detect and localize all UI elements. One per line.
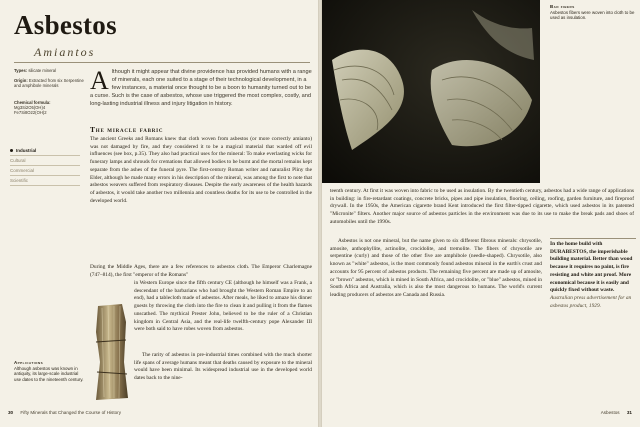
nav-scientific-label: Scientific (10, 178, 29, 183)
page-subtitle: Amiantos (34, 45, 96, 59)
category-nav (10, 146, 80, 186)
nav-commercial-label: Commercial (10, 168, 35, 173)
fact-formula (14, 100, 84, 116)
drop-cap: A (90, 66, 109, 95)
body-paragraph-1: The ancient Greeks and Romans knew that cloth woven from asbestos (or more correctly amianto) was not damaged by fire, and they considered it to be a magical material that warded off evil influences (see box, p.35). They also had practical uses for the mineral: To make everlasting wicks for funerary lamps and shrouds for cremations that allowed bodies to be burnt and the mortal remains kept separate from the ashes of the funeral pyre. The first-century Roman writer and naturalist Pliny the Elder, although he made many errors in his description of the mineral, was among the first to note that asbestos weavers suffered from respiratory diseases. Despite the early awareness of the health hazards of asbestos, it would take another two millennia and countless deaths for its use to be controlled in the developed world. (90, 136, 312, 204)
body-paragraph-2: in Western Europe since the fifth century CE (although he himself was a Frank, a descendant of the barbarians who had brought the Western Roman Empire to an end), had a tablecloth made of asbestos. After meals, he liked to amaze his dinner guests by throwing the cloth into the fire to clean it and pulling it from the flames unscathed. The mythical Prester John, believed to be the ruler of a Christian kingdom in Central Asia, and the real-life twelfth-century pope Alexander III were both said to have robes woven from asbestos. (134, 280, 312, 333)
formula-1: Mg3Si2O5(OH)4 (14, 105, 46, 111)
quote-source: Australian press advertisement for an asbestos product, 1929. (550, 294, 632, 309)
right-body-paragraph-2: Asbestos is not one mineral, but the name given to six different fibrous minerals: chrysotile, amosite, anthophyllite, actinolite, crocidolite, and tremolite. The fibers of chrysotile are serpentine (curly) and those of the other five are amphibole (needle-shaped). Chrysotile, also known as "white" asbestos, is the most commonly found asbestos mineral in the earth's crust and accounts for 95 percent of asbestos products. The remaining five percent are made up of amosite, or "brown" asbestos, which is mined in South Africa, and crocidolite, or "blue" asbestos, mined in South Africa and Australia, which is also the most dangerous to humans. The world's current leading producers of asbestos are Canada and Russia. (330, 238, 542, 298)
nav-industrial[interactable] (10, 146, 80, 156)
intro-paragraph (90, 68, 312, 108)
bullet-icon (10, 149, 13, 152)
caption-text: Although asbestos was known in antiquity, its large-scale industrial use dates to the nineteenth century. (14, 365, 84, 382)
nav-scientific[interactable] (10, 176, 80, 186)
photo-caption-title: Bad fibers (550, 4, 575, 9)
title-rule (14, 62, 310, 63)
nav-industrial-label: Industrial (16, 148, 37, 153)
left-page-number: 30 (8, 410, 14, 415)
right-body-paragraph-1: teenth century. At first it was woven into fabric to be used as insulation. By the twentieth century, asbestos had a wide range of applications in building: in fire-retardant coatings, concrete bricks, pipes and pipe insulation, flooring, ceiling, roofing, garden furniture, and fireproof drywall. In the 1950s, the American cigarette brand Kent introduced the first filter-tipped cigarette, which used asbestos in its patented "Micronite" filters. Another major source of asbestos particles in the environment was due to its use to make the break pads and shoes of automobiles until the 1990s. (330, 188, 634, 225)
quote-text: In the home build with DURABESTOS, the imperishable building material. Better than wood because it requires no paint, is fire resisting and white ant proof. More economical because it is easily and quickly fixed without waste. (550, 241, 633, 294)
right-footer (601, 410, 632, 415)
fact-origin (14, 78, 84, 88)
right-footer-text: Asbestos (600, 410, 620, 415)
advertisement-quote (550, 238, 636, 310)
photo-caption-text: Asbestos fibers were woven into cloth to be used as insulation. (550, 9, 635, 20)
nav-cultural-label: Cultural (10, 158, 26, 163)
right-page (322, 0, 640, 427)
left-footer-text: Fifty Minerals that Changed the Course of History (20, 410, 122, 415)
nav-cultural[interactable] (10, 156, 80, 166)
right-page-number: 31 (626, 410, 632, 415)
types-label: Types: (14, 68, 28, 73)
asbestos-specimen-image (92, 302, 130, 402)
left-page (0, 0, 318, 427)
image-caption (14, 360, 84, 382)
caption-title: Applications (14, 360, 44, 365)
left-footer (8, 410, 121, 415)
body-paragraph-2-top: During the Middle Ages, there are a few references to asbestos cloth. The Emperor Charlemagne (747–814), the first "emperor of the Romans" (90, 264, 312, 278)
nav-commercial[interactable] (10, 166, 80, 176)
section-heading: The miracle fabric (90, 125, 164, 134)
origin-label: Origin: (14, 78, 28, 83)
asbestos-fibers-photo (322, 0, 540, 183)
fact-types (14, 68, 84, 73)
origin-value: Extracted from six Serpentine and amphibole minerals (14, 78, 84, 89)
intro-text: lthough it might appear that divine providence has provided humans with a range of minerals, each one suited to a stage of their technological development, in a few instances, a material once thought to be a boon to humanity turned out to be a curse. Such is the case of asbestos, whose use triggered the most complex, costly, and long-lasting industrial illness and injury litigation in history. (90, 69, 312, 107)
page-title: Asbestos (14, 10, 117, 40)
formula-2: Fe7Si8O22(OH)2 (14, 110, 47, 116)
body-paragraph-3: The rarity of asbestos in pre-industrial times combined with the much shorter life spans of average humans meant that deaths caused by exposure to the mineral would have been minimal. Its widespread industrial use in the developed world dates back to the nine- (134, 352, 312, 382)
formula-label: Chemical formula: (14, 100, 51, 105)
photo-caption (550, 4, 636, 21)
types-value: silicate mineral (28, 68, 57, 73)
